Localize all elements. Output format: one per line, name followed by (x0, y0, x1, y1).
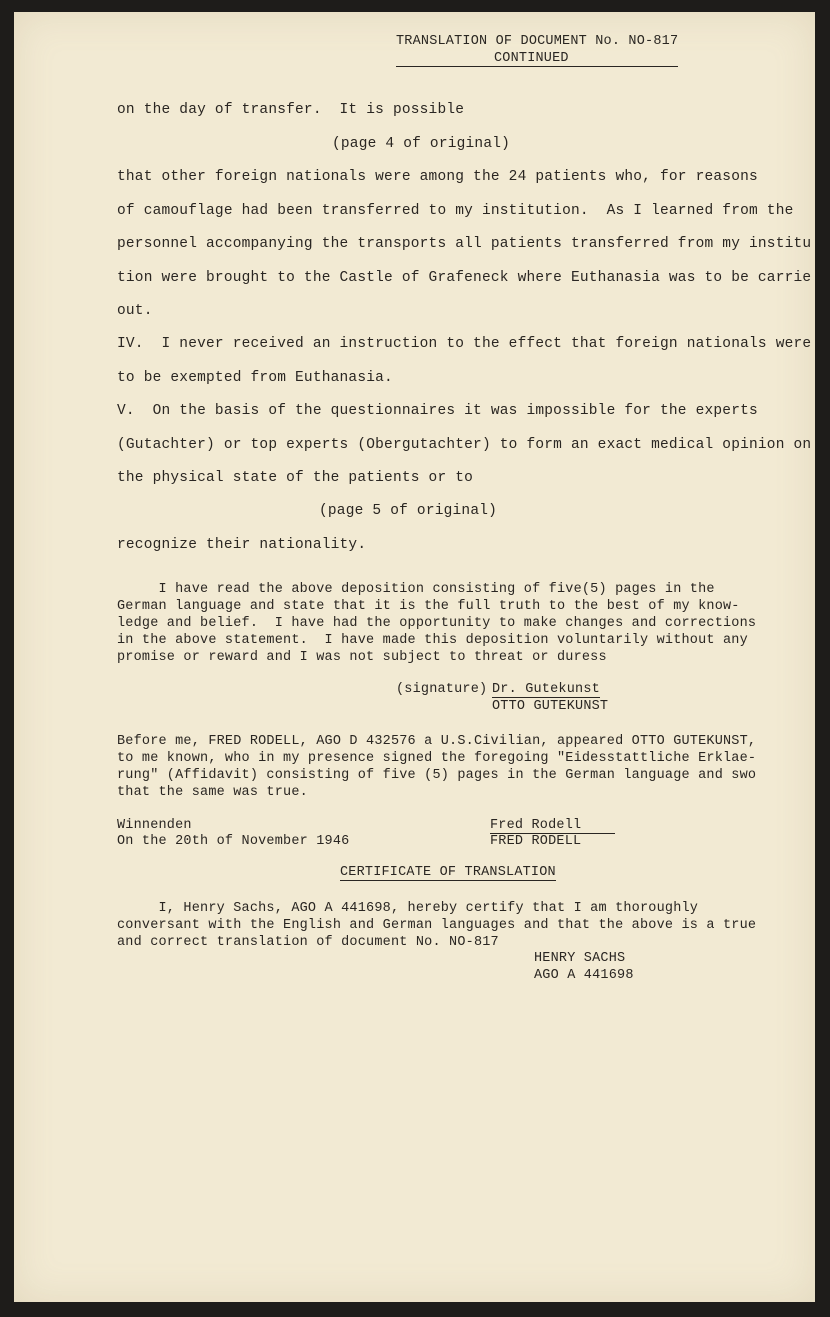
jurat-date: On the 20th of November 1946 (117, 834, 350, 849)
affirmation-line: German language and state that it is the full truth to the best of my know- (117, 599, 740, 614)
affirmation-line: promise or reward and I was not subject to threat or duress (117, 650, 607, 665)
officer-signature: Fred Rodell (490, 818, 582, 833)
affirmation-line: ledge and belief. I have had the opportunity to make changes and corrections (117, 616, 757, 631)
certificate-line: I, Henry Sachs, AGO A 441698, hereby certify that I am thoroughly (117, 901, 699, 916)
page-marker: (page 5 of original) (319, 503, 498, 519)
certificate-title: CERTIFICATE OF TRANSLATION (340, 865, 556, 880)
certificate-line: and correct translation of document No. NO-817 (117, 935, 499, 950)
translator-id: AGO A 441698 (534, 968, 634, 983)
signature-label: (signature) (396, 682, 488, 697)
certificate-line: conversant with the English and German languages and that the above is a true (117, 918, 757, 933)
body-line: to be exempted from Euthanasia. (117, 370, 393, 386)
officer-name: FRED RODELL (490, 834, 582, 849)
jurat-line: that the same was true. (117, 785, 308, 800)
body-line: of camouflage had been transferred to my institution. As I learned from the (117, 203, 794, 219)
body-line: personnel accompanying the transports all patients transferred from my institu (117, 236, 812, 252)
jurat-line: Before me, FRED RODELL, AGO D 432576 a U.S.Civilian, appeared OTTO GUTEKUNST, (117, 734, 757, 749)
deponent-signature: Dr. Gutekunst (492, 682, 600, 697)
jurat-line: rung" (Affidavit) consisting of five (5) pages in the German language and swo (117, 768, 757, 783)
body-line: V. On the basis of the questionnaires it was impossible for the experts (117, 403, 758, 419)
body-line: that other foreign nationals were among the 24 patients who, for reasons (117, 169, 758, 185)
translator-name: HENRY SACHS (534, 951, 626, 966)
affirmation-line: in the above statement. I have made this deposition voluntarily without any (117, 633, 748, 648)
deponent-name: OTTO GUTEKUNST (492, 699, 609, 714)
jurat-place: Winnenden (117, 818, 192, 833)
header-underline (396, 66, 678, 67)
jurat-line: to me known, who in my presence signed the foregoing "Eidesstattliche Erklae- (117, 751, 757, 766)
body-line: out. (117, 303, 153, 319)
affirmation-line: I have read the above deposition consisting of five(5) pages in the (117, 582, 715, 597)
document-header-title: TRANSLATION OF DOCUMENT No. NO-817 (396, 34, 679, 49)
body-line: IV. I never received an instruction to the effect that foreign nationals were (117, 336, 812, 352)
document-header-continued: CONTINUED (494, 51, 569, 66)
document-page (14, 12, 815, 1302)
body-line: the physical state of the patients or to (117, 470, 474, 486)
body-line: tion were brought to the Castle of Grafeneck where Euthanasia was to be carrie (117, 270, 812, 286)
body-line: (Gutachter) or top experts (Obergutachter) to form an exact medical opinion on (117, 437, 812, 453)
body-line: on the day of transfer. It is possible (117, 102, 465, 118)
page-marker: (page 4 of original) (332, 136, 511, 152)
body-line: recognize their nationality. (117, 537, 367, 553)
